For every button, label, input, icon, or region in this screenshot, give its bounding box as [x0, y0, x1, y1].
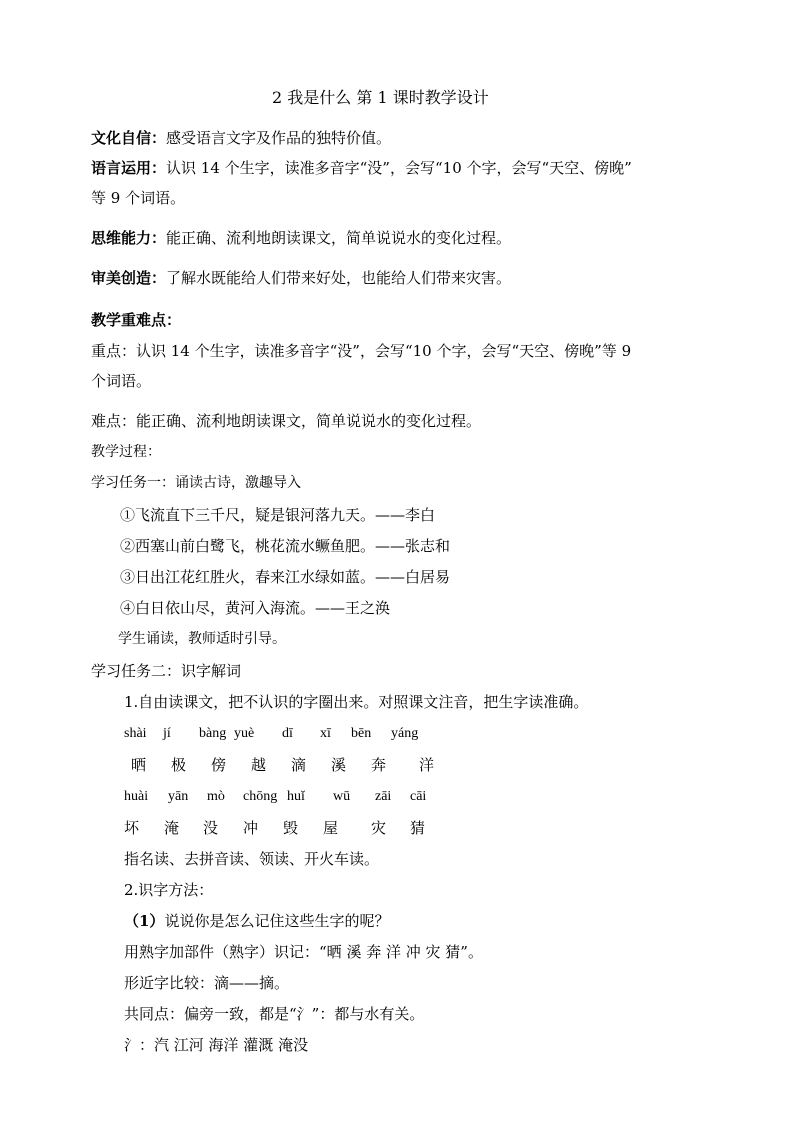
task1-heading: 学习任务一：诵读古诗，激趣导入 — [91, 475, 301, 491]
pinyin: huǐ — [287, 789, 305, 804]
question-number: （1） — [124, 912, 165, 930]
pinyin: bàng — [199, 726, 227, 741]
char: 没 — [203, 819, 219, 837]
goal-aesthetic — [91, 268, 511, 288]
poem-line: ③日出江花红胜火，春来江水绿如蓝。——白居易 — [120, 568, 451, 586]
pinyin: bēn — [351, 726, 372, 741]
pinyin: cāi — [410, 789, 427, 804]
pinyin: xī — [320, 726, 331, 741]
question-1 — [124, 911, 389, 931]
char: 越 — [251, 756, 267, 774]
goal-language-cont: 等 9 个词语。 — [91, 189, 186, 207]
goal-text: 能正确、流利地朗读课文，简单说说水的变化过程。 — [166, 229, 512, 247]
goal-text: 了解水既能给人们带来好处，也能给人们带来灾害。 — [166, 269, 512, 287]
question-text: 说说你是怎么记住这些生字的呢？ — [164, 912, 390, 930]
char: 屋 — [323, 819, 339, 837]
familiar-method: 用熟字加部件（熟字）识记：“晒 溪 奔 洋 冲 灾 猜”。 — [124, 943, 483, 961]
poem-line: ②西塞山前白鹭飞，桃花流水鳜鱼肥。——张志和 — [120, 537, 451, 555]
goal-label: 审美创造： — [91, 269, 167, 287]
goal-label: 语言运用： — [91, 159, 167, 177]
char: 滴 — [291, 756, 307, 774]
pinyin: huài — [124, 789, 149, 804]
key-heading: 教学重难点： — [91, 311, 182, 329]
task2-step1: 1.自由读课文，把不认识的字圈出来。对照课文注音，把生字读准确。 — [124, 693, 589, 711]
char: 奔 — [371, 756, 387, 774]
char: 淹 — [164, 819, 180, 837]
key-point-cont: 个词语。 — [91, 372, 152, 390]
task2-step2: 2.识字方法： — [124, 881, 214, 899]
char: 洋 — [419, 756, 435, 774]
page-title: 2 我是什么 第 1 课时教学设计 — [272, 88, 489, 107]
compare-method: 形近字比较：滴——摘。 — [124, 974, 290, 992]
difficult-point: 难点：能正确、流利地朗读课文，简单说说水的变化过程。 — [91, 412, 482, 430]
pinyin: chōng — [243, 789, 278, 804]
pinyin: shài — [124, 726, 147, 741]
char: 傍 — [211, 756, 227, 774]
process-heading: 教学过程： — [91, 444, 161, 460]
goal-thinking — [91, 228, 511, 248]
char: 极 — [171, 756, 187, 774]
poem-line: ④白日依山尽，黄河入海流。——王之涣 — [120, 599, 391, 617]
pinyin: yuè — [234, 726, 255, 741]
goal-text: 感受语言文字及作品的独特价值。 — [166, 129, 392, 147]
task2-heading: 学习任务二：识字解词 — [91, 662, 242, 680]
char: 猜 — [410, 819, 426, 837]
pinyin: yáng — [391, 726, 419, 741]
char: 冲 — [243, 819, 259, 837]
common-point: 共同点：偏旁一致，都是“氵”：都与水有关。 — [124, 1005, 425, 1023]
task1-note: 学生诵读，教师适时引导。 — [118, 631, 286, 647]
water-radical-words: 氵：汽 江河 海洋 灌溉 淹没 — [124, 1036, 309, 1054]
goal-label: 思维能力： — [91, 229, 167, 247]
char: 晒 — [131, 756, 147, 774]
pinyin: mò — [207, 789, 225, 804]
goal-label: 文化自信： — [91, 129, 167, 147]
pinyin: zāi — [375, 789, 392, 804]
poem-line: ①飞流直下三千尺，疑是银河落九天。——李白 — [120, 506, 436, 524]
char: 溪 — [331, 756, 347, 774]
read-methods: 指名读、去拼音读、领读、开火车读。 — [124, 850, 380, 868]
pinyin: yān — [168, 789, 189, 804]
char: 坏 — [124, 819, 140, 837]
goal-text: 认识 14 个生字，读准多音字“没”，会写“10 个字，会写“天空、傍晚” — [166, 159, 632, 177]
char: 毁 — [283, 819, 299, 837]
pinyin: wū — [333, 789, 351, 804]
char: 灾 — [371, 819, 387, 837]
goal-language — [91, 158, 632, 178]
pinyin: dī — [282, 726, 293, 741]
pinyin: jí — [163, 726, 171, 741]
key-point: 重点：认识 14 个生字，读准多音字“没”，会写“10 个字，会写“天空、傍晚”等 9 — [91, 342, 632, 360]
goal-culture — [91, 128, 391, 148]
